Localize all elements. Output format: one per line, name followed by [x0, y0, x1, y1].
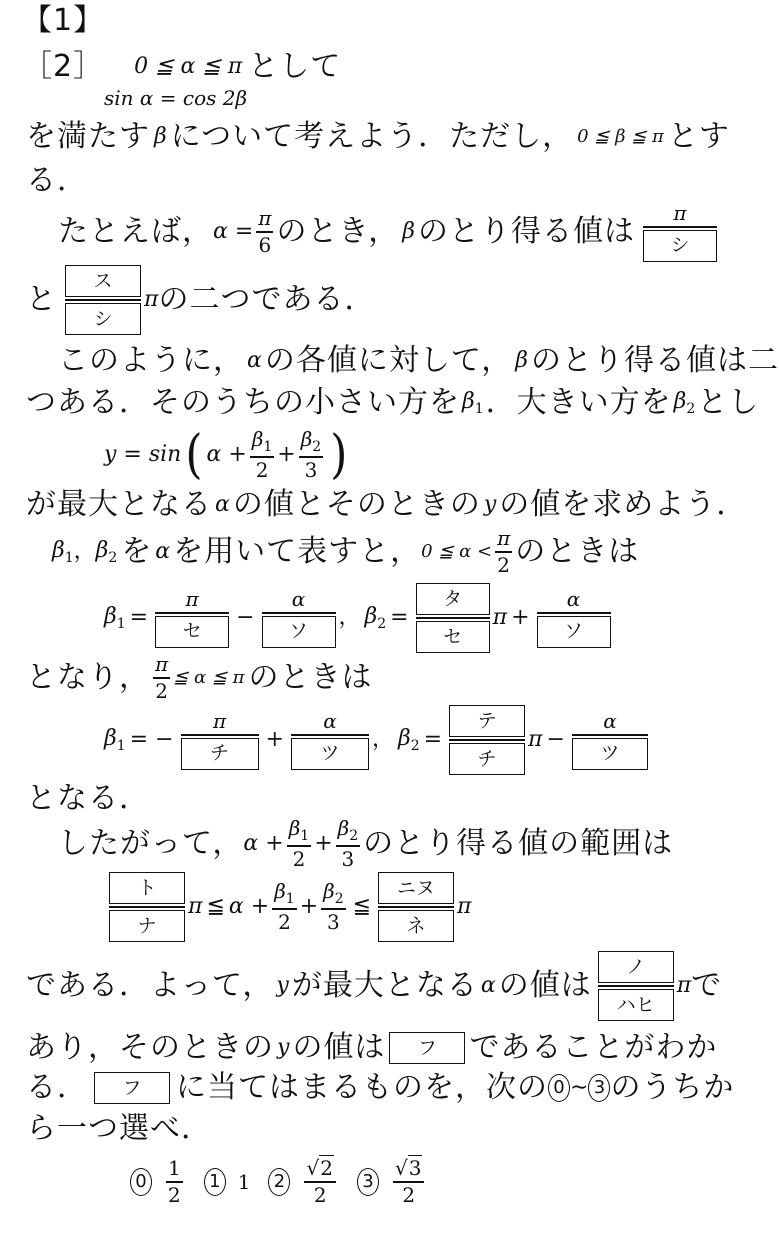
answer-box-ne[interactable]: ネ: [378, 910, 454, 942]
answer-box-tsu[interactable]: ツ: [291, 738, 369, 770]
num-alpha: α: [566, 586, 581, 611]
beta1-symbol: β: [104, 725, 117, 751]
text-line3d: とす: [667, 119, 730, 154]
text-no-atai3: の値は: [498, 968, 592, 1003]
den-2: 2: [313, 1183, 327, 1207]
fraction-beta2-3: $\frac{\beta_2}{3}$: [300, 426, 322, 483]
beta1-symbol: β: [104, 603, 117, 629]
comma: ，: [371, 727, 394, 752]
text-no-atai-wa: の値は: [292, 1030, 386, 1065]
tilde: ∼: [570, 1075, 589, 1100]
text-no-toki-wa: のときは: [248, 660, 373, 695]
choice-0-value: [166, 1158, 183, 1206]
answer-box-na[interactable]: ナ: [109, 910, 185, 942]
text-no-atai: の値とそのときの: [232, 487, 481, 522]
answer-box-ta[interactable]: タ: [416, 583, 490, 615]
pi-symbol: π: [492, 605, 508, 630]
num-beta2: β: [300, 426, 313, 451]
den-6: 6: [258, 233, 272, 257]
line-19: [26, 948, 722, 1024]
answer-box-so[interactable]: ソ: [262, 616, 336, 648]
text-toriuru2: のとり得る値は二: [530, 343, 779, 378]
text-toshi: とし: [697, 385, 760, 420]
num-alpha: α: [291, 586, 306, 611]
fraction-ninu-ne: [378, 872, 454, 942]
text-line4: る．: [26, 163, 88, 198]
den-3: 3: [341, 847, 355, 872]
line-11: [26, 487, 748, 522]
text-wo-mochiite: を用いて表すと，: [173, 534, 422, 569]
fraction-ta-se: [416, 583, 490, 653]
cond2: ≦ α ≦ π: [173, 667, 245, 688]
den-2: 2: [278, 910, 291, 935]
y-symbol: y: [276, 973, 289, 998]
answer-box-chi[interactable]: チ: [181, 738, 259, 770]
beta-expressions-1: $\beta_1$ = $\frac{\pi}{\text{セ}}$ − $\frac{\alpha}{\text{ソ}}$ ， $\beta_2$ = $\frac{\text{タ}}{\text{セ}}$ π + $\frac{\alpha}{\text{ソ}}$: [104, 580, 614, 656]
text-toriuru: のとり得る値は: [417, 214, 635, 249]
text-tonari: となり，: [26, 660, 150, 695]
text-no-hani: のとり得る値の範囲は: [363, 826, 674, 861]
beta-symbol: β: [515, 348, 528, 373]
alpha-symbol: α: [155, 539, 171, 564]
text-konoyouni: このように，: [58, 343, 244, 378]
leq: ≦: [352, 894, 372, 919]
line-16: [26, 781, 150, 816]
fraction-pi-2b: [153, 654, 170, 702]
alpha-plus: α +: [228, 894, 270, 919]
beta-symbol: β: [402, 219, 415, 244]
num-pi: π: [212, 708, 227, 733]
answer-box-tsu[interactable]: ツ: [572, 738, 648, 770]
fraction-to-na: [109, 872, 185, 942]
choice-3[interactable]: 3: [357, 1168, 379, 1196]
fraction-su-shi: [65, 265, 141, 335]
num-pi: π: [155, 652, 169, 676]
text-ra-hitotsu: ら一つ選べ．: [26, 1111, 212, 1146]
alpha-symbol: α: [247, 348, 262, 373]
num-beta2: β: [337, 815, 350, 840]
alpha-range: 0 ≦ α ≦ π: [134, 54, 243, 79]
pi-symbol: π: [676, 973, 692, 998]
num-pi: π: [185, 586, 199, 611]
sqrt-2: 2: [320, 1156, 333, 1180]
text-ga-saidai2: が最大となる: [291, 968, 478, 1003]
line-14: [26, 652, 373, 703]
text-shitagatte: したがって，: [58, 826, 244, 861]
line-9: つある．そのうちの小さい方を $\beta_1$ ．大きい方を $\beta_2$ とし: [26, 385, 760, 420]
alpha-eq: α =: [213, 219, 254, 244]
minus: −: [236, 605, 255, 630]
plus: +: [511, 605, 530, 630]
answer-box-chi[interactable]: チ: [449, 743, 525, 775]
num-pi: π: [673, 200, 687, 225]
pi-symbol: π: [188, 894, 203, 919]
den-3: 3: [327, 910, 340, 935]
beta-expressions-2: $\beta_1$ = − $\frac{\pi}{\text{チ}}$ + $\frac{\alpha}{\text{ツ}}$ ， $\beta_2$ = $\frac{\text{テ}}{\text{チ}}$ π − $\frac{\alpha}{\text{ツ}}$: [104, 702, 651, 778]
beta1-symbol: β: [462, 388, 475, 414]
answer-box-to[interactable]: ト: [109, 872, 185, 904]
equation-line: [104, 88, 247, 108]
text-de: で: [691, 968, 723, 1003]
den-2: 2: [255, 458, 269, 483]
text-tsu-aru: つある．そのうちの小さい方を: [26, 385, 460, 420]
den-2: 2: [402, 1183, 416, 1207]
num-beta1: β: [274, 878, 286, 903]
y-symbol: y: [277, 1035, 290, 1060]
answer-box-hahi[interactable]: ハヒ: [598, 989, 674, 1021]
pi-symbol: π: [457, 894, 472, 919]
text-ookii: ．大きい方を: [485, 385, 672, 420]
num-beta1: β: [288, 815, 301, 840]
fraction-beta2-3b: $\frac{\beta_2}{3}$: [337, 815, 359, 872]
plus: +: [314, 831, 333, 856]
choice-2[interactable]: 2: [268, 1168, 290, 1196]
answer-box-su[interactable]: ス: [65, 265, 141, 297]
problem-label-2: ［2］: [22, 49, 105, 84]
text-no-uchi: のうちか: [610, 1070, 735, 1105]
fraction-pi-se: [155, 586, 229, 648]
answer-box-so[interactable]: ソ: [537, 616, 611, 648]
pi-symbol: π: [144, 287, 159, 312]
eq-neg: = −: [129, 727, 174, 752]
text-no-toki-wa: のときは: [515, 534, 640, 569]
plus: +: [299, 894, 319, 919]
answer-box-no[interactable]: ノ: [598, 951, 674, 983]
problem-label-1: 【1】: [22, 3, 105, 38]
num-alpha: α: [323, 708, 337, 733]
line-8: [58, 343, 779, 378]
fraction-pi-chi: [181, 708, 259, 770]
fraction-beta1-2b: $\frac{\beta_1}{2}$: [288, 815, 310, 872]
num-1: 1: [168, 1156, 181, 1180]
comma: ，: [73, 539, 96, 564]
choice-2-value: $\frac{√2}{2}$: [304, 1158, 335, 1206]
text-to: と: [26, 282, 57, 317]
line-3: [26, 119, 730, 154]
line-20: [26, 1032, 717, 1064]
choice-1[interactable]: 1: [204, 1168, 226, 1196]
answer-box-te[interactable]: テ: [449, 705, 525, 737]
den-2: 2: [168, 1183, 181, 1207]
y-eq: y = sin: [104, 442, 182, 467]
text-no-atai2: の値を求めよう．: [499, 487, 748, 522]
fraction-alpha-tsu-2: [572, 708, 648, 770]
den-3: 3: [304, 458, 318, 483]
num-beta2: β: [323, 878, 335, 903]
line-21: [26, 1072, 734, 1104]
text-notoki: のとき，: [276, 214, 400, 249]
alpha-plus: α +: [206, 442, 247, 467]
plus: +: [277, 442, 296, 467]
problem-line-2: [22, 49, 342, 84]
text-tatoeba: たとえば，: [58, 214, 213, 249]
num-alpha: α: [603, 708, 617, 733]
fraction-beta2-3c: $\frac{\beta_2}{3}$: [323, 878, 344, 935]
text-dearu-koto: であることがわか: [469, 1030, 718, 1065]
choice-0[interactable]: 0: [130, 1168, 152, 1196]
fraction-pi-shi: [643, 200, 717, 262]
sqrt-3: 3: [408, 1156, 422, 1180]
example-line: [58, 200, 720, 264]
text-ga-saidai: が最大となる: [26, 487, 212, 522]
answer-box-shi[interactable]: シ: [65, 303, 141, 335]
fraction-alpha-tsu: [291, 708, 369, 770]
beta2-symbol: β: [397, 725, 411, 751]
answer-box-shi[interactable]: シ: [643, 230, 717, 262]
line-12: $\beta_1$ ， $\beta_2$ を α を用いて表すと， 0 ≦ α < $\frac{\pi}{2}$ のときは: [52, 526, 640, 577]
comma: ，: [338, 605, 361, 630]
num-pi: π: [497, 526, 511, 550]
fraction-te-chi: [449, 705, 525, 775]
choice-1-value: 1: [237, 1170, 251, 1194]
fraction-pi-2: [495, 528, 512, 576]
den-2: 2: [292, 847, 306, 872]
plus: +: [265, 727, 284, 752]
fraction-beta1-2: $\frac{\beta_1}{2}$: [251, 426, 273, 483]
text-ari: あり，そのときの: [26, 1030, 274, 1065]
fraction-alpha-so-2: [537, 586, 611, 648]
answer-box-fu[interactable]: フ: [94, 1072, 170, 1104]
text-tonaru: となる．: [26, 781, 150, 816]
cond1: 0 ≦ α <: [421, 541, 493, 562]
den-2: 2: [155, 679, 168, 703]
example-line-2: [26, 262, 375, 338]
text-kakuatai: の各値に対して，: [264, 343, 513, 378]
choice-3-value: $\frac{√3}{2}$: [393, 1158, 424, 1206]
line-17: [58, 816, 673, 872]
alpha-symbol: α: [480, 973, 496, 998]
beta2-symbol: β: [673, 388, 687, 414]
problem-number-1: [22, 3, 105, 38]
answer-box-fu[interactable]: フ: [389, 1032, 465, 1064]
answer-box-se[interactable]: セ: [155, 616, 229, 648]
beta-symbol: β: [154, 124, 167, 149]
main-equation: sin α = cos 2β: [104, 86, 248, 110]
beta2-symbol: β: [95, 537, 109, 563]
leq: ≦: [206, 894, 225, 919]
text-futatsu: の二つである．: [158, 282, 376, 317]
fraction-no-hahi: [598, 951, 674, 1021]
answer-box-se[interactable]: セ: [416, 621, 490, 653]
text-line3b: について考えよう．ただし，: [170, 119, 574, 154]
minus: −: [546, 727, 565, 752]
y-equation: y = sin ( α + $\frac{\beta_1}{2}$ + $\frac{\beta_2}{3}$ ): [104, 423, 348, 485]
fraction-pi-6: [256, 208, 273, 256]
choice-marker-3: 3: [588, 1074, 610, 1102]
text-ni-ate: に当てはまるものを，次の: [176, 1070, 548, 1105]
beta-range: 0 ≦ β ≦ π: [577, 126, 664, 147]
text-toshite: として: [248, 49, 342, 84]
den-2: 2: [497, 553, 511, 577]
alpha-plus: α +: [243, 831, 284, 856]
range-inequality: [106, 868, 472, 946]
text-wo: を: [121, 534, 153, 569]
text-de-aru: である．よって，: [26, 968, 274, 1003]
text-ru: る．: [26, 1070, 88, 1105]
y-symbol: y: [483, 492, 497, 517]
beta1-symbol: β: [52, 537, 65, 563]
text-line3a: を満たす: [26, 119, 150, 154]
choice-marker-0: 0: [548, 1074, 570, 1102]
line-22: [26, 1111, 212, 1146]
choices-row: [130, 1150, 427, 1214]
alpha-symbol: α: [215, 492, 230, 517]
num-pi: π: [258, 206, 272, 230]
beta2-symbol: β: [364, 603, 378, 629]
num-beta1: β: [251, 426, 264, 451]
answer-box-ninu[interactable]: ニヌ: [378, 872, 454, 904]
fraction-beta1-2c: $\frac{\beta_1}{2}$: [274, 878, 295, 935]
line-4: [26, 163, 88, 198]
fraction-alpha-so: [262, 586, 336, 648]
pi-symbol: π: [528, 727, 543, 752]
